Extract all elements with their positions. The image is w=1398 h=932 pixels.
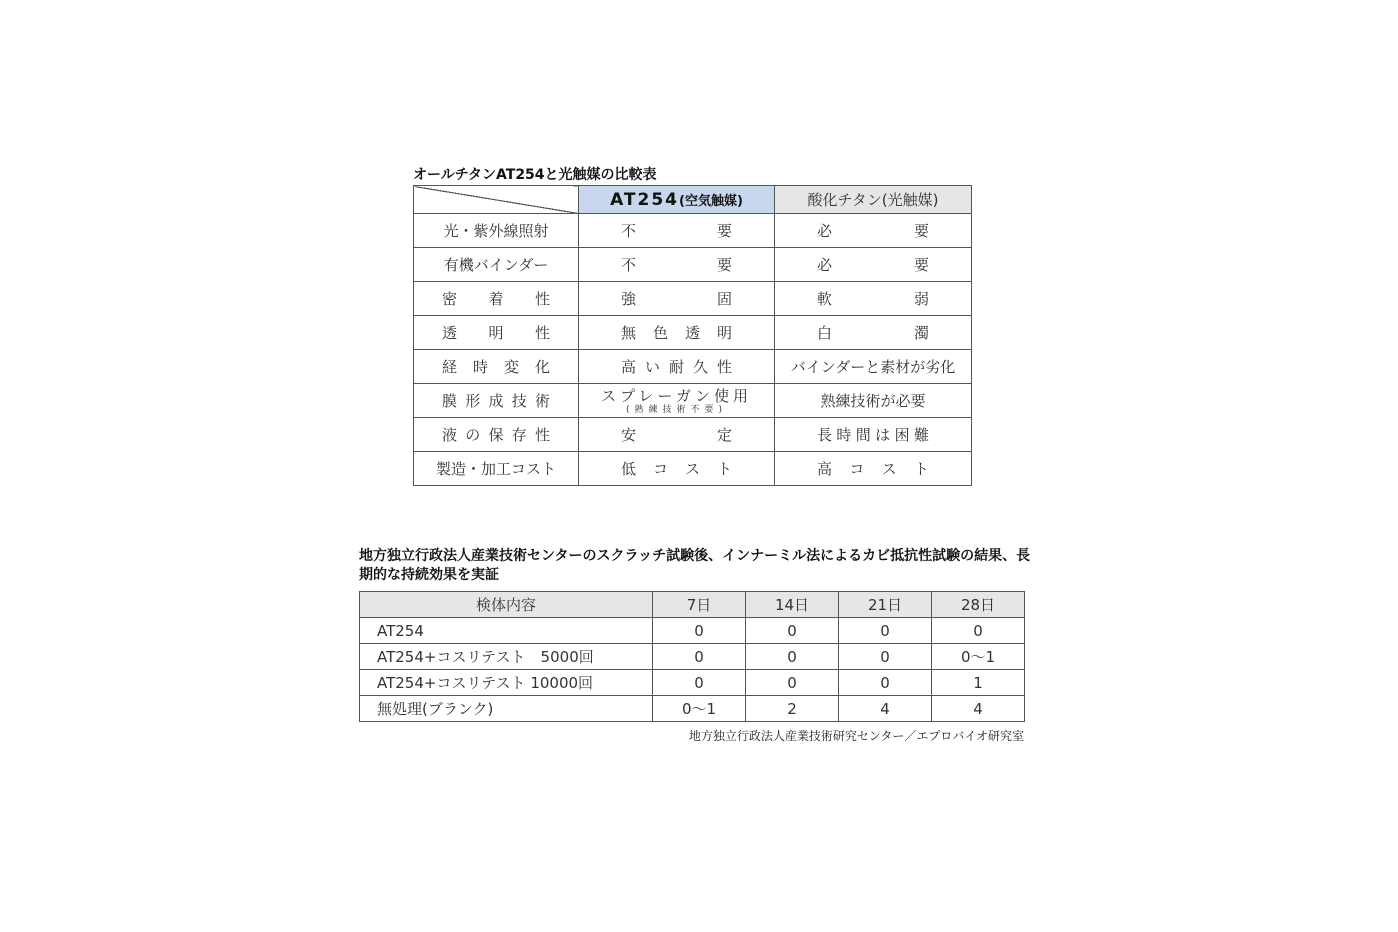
mold-value-cell: 0: [839, 670, 932, 696]
cell-text: [579, 288, 774, 309]
comparison-row: [414, 214, 972, 248]
cell-glyph: 変: [503, 358, 519, 376]
comparison-row: [414, 384, 972, 418]
cell-glyph: 高: [817, 460, 833, 478]
mold-test-title: 地方独立行政法人産業技術センターのスクラッチ試験後、インナーミル法によるカビ抵抗性試験の結果、長期的な持続効果を実証: [359, 548, 1031, 583]
cell-text: [775, 356, 971, 377]
cell-text: [414, 220, 578, 241]
titanium-value-cell: [775, 350, 972, 384]
mold-header-row: [360, 592, 1025, 618]
row-label-cell: [414, 282, 579, 316]
cell-glyph: 強: [621, 290, 637, 308]
mold-value-cell: 4: [932, 696, 1025, 722]
cell-glyph: 軟: [817, 290, 833, 308]
cell-text: [414, 356, 578, 377]
mold-row: [360, 670, 1025, 696]
cell-text: [414, 288, 578, 309]
cell-glyph: 膜: [442, 392, 458, 410]
mold-value-cell: 0: [932, 618, 1025, 644]
cell-glyph: 光・紫外線照射: [443, 222, 549, 240]
cell-glyph: い: [644, 358, 660, 376]
mold-value-cell: 0: [653, 618, 746, 644]
row-label-cell: [414, 384, 579, 418]
cell-text: [414, 458, 578, 479]
mold-row: [360, 618, 1025, 644]
at254-value-cell: [579, 214, 775, 248]
cell-glyph: 明: [716, 324, 732, 342]
row-label-cell: [414, 350, 579, 384]
header-at254-sub: (空気触媒): [679, 193, 743, 209]
cell-text: [414, 424, 578, 445]
comparison-table: [413, 185, 972, 486]
cell-glyph: 弱: [913, 290, 929, 308]
row-label-cell: [414, 248, 579, 282]
at254-value-cell: [579, 248, 775, 282]
cell-glyph: 不: [621, 222, 637, 240]
cell-text: [775, 322, 971, 343]
cell-text: [414, 254, 578, 275]
titanium-value-cell: [775, 384, 972, 418]
cell-text: [579, 254, 774, 275]
mold-sample-cell: AT254: [360, 618, 653, 644]
cell-glyph: の: [465, 426, 481, 444]
cell-glyph: 有機バインダー: [443, 256, 549, 274]
at254-value-main: スプレーガン使用: [600, 386, 753, 405]
cell-text: [775, 424, 971, 445]
mold-value-cell: 0: [653, 670, 746, 696]
cell-glyph: 成: [488, 392, 504, 410]
cell-glyph: 明: [488, 324, 504, 342]
cell-glyph: 液: [442, 426, 458, 444]
cell-text: [775, 220, 971, 241]
mold-value-cell: 0: [746, 644, 839, 670]
cell-glyph: 保: [488, 426, 504, 444]
cell-text: [579, 322, 774, 343]
comparison-header-row: [414, 186, 972, 214]
cell-glyph: 無: [621, 324, 637, 342]
cell-glyph: ス: [881, 460, 897, 478]
cell-glyph: 化: [534, 358, 550, 376]
mold-row: [360, 644, 1025, 670]
mold-sample-cell: AT254+コスリテスト 5000回: [360, 644, 653, 670]
cell-glyph: 要: [716, 222, 732, 240]
comparison-row: [414, 316, 972, 350]
cell-glyph: 必: [817, 222, 833, 240]
cell-glyph: 必: [817, 256, 833, 274]
cell-glyph: 間: [855, 426, 871, 444]
titanium-value-cell: [775, 316, 972, 350]
mold-sample-cell: AT254+コスリテスト 10000回: [360, 670, 653, 696]
cell-glyph: 着: [488, 290, 504, 308]
cell-glyph: 熟練技術が必要: [820, 392, 926, 410]
cell-glyph: 透: [442, 324, 458, 342]
mold-value-cell: 0: [746, 618, 839, 644]
cell-glyph: ス: [684, 460, 700, 478]
source-credit: 地方独立行政法人産業技術研究センター／エプロバイオ研究室: [688, 729, 1024, 743]
mold-value-cell: 0: [839, 644, 932, 670]
cell-glyph: 時: [472, 358, 488, 376]
cell-glyph: 性: [534, 290, 550, 308]
cell-glyph: 性: [716, 358, 732, 376]
comparison-row: [414, 282, 972, 316]
cell-glyph: 密: [442, 290, 458, 308]
mold-row: [360, 696, 1025, 722]
cell-text: [775, 458, 971, 479]
row-label-cell: [414, 418, 579, 452]
mold-value-cell: 4: [839, 696, 932, 722]
cell-glyph: コ: [849, 460, 865, 478]
cell-glyph: 要: [913, 222, 929, 240]
cell-glyph: コ: [652, 460, 668, 478]
cell-glyph: 製造・加工コスト: [435, 460, 556, 478]
cell-glyph: ト: [913, 460, 929, 478]
titanium-value-cell: [775, 452, 972, 486]
at254-value-cell: [579, 316, 775, 350]
mold-value-cell: 1: [932, 670, 1025, 696]
cell-glyph: 長: [817, 426, 833, 444]
cell-text: [579, 356, 774, 377]
comparison-row: [414, 350, 972, 384]
cell-text: [775, 288, 971, 309]
mold-col-header: 7日: [653, 592, 746, 618]
comparison-title: オールチタンAT254と光触媒の比較表: [413, 167, 657, 183]
cell-glyph: 色: [652, 324, 668, 342]
comparison-row: [414, 452, 972, 486]
cell-text: [579, 458, 774, 479]
header-at254: [579, 186, 775, 214]
titanium-value-cell: [775, 248, 972, 282]
at254-value-sub: (熟練技術不要): [625, 404, 728, 415]
cell-glyph: 安: [621, 426, 637, 444]
cell-glyph: は: [875, 426, 891, 444]
cell-glyph: 定: [716, 426, 732, 444]
cell-glyph: 術: [534, 392, 550, 410]
mold-col-header: 28日: [932, 592, 1025, 618]
mold-value-cell: 2: [746, 696, 839, 722]
at254-value-cell: [579, 350, 775, 384]
mold-value-cell: 0: [653, 644, 746, 670]
header-at254-name: AT254: [610, 189, 680, 210]
mold-value-cell: 0: [746, 670, 839, 696]
cell-glyph: 形: [465, 392, 481, 410]
titanium-value-cell: [775, 418, 972, 452]
cell-glyph: 時: [836, 426, 852, 444]
cell-glyph: バインダーと素材が劣化: [790, 358, 956, 376]
cell-glyph: 技: [511, 392, 527, 410]
titanium-value-cell: [775, 282, 972, 316]
mold-sample-cell: 無処理(ブランク): [360, 696, 653, 722]
cell-text: [775, 254, 971, 275]
cell-glyph: 固: [716, 290, 732, 308]
cell-glyph: ト: [716, 460, 732, 478]
cell-glyph: 白: [817, 324, 833, 342]
cell-glyph: 要: [913, 256, 929, 274]
cell-glyph: 性: [534, 426, 550, 444]
diagonal-header-cell: [414, 186, 579, 214]
cell-glyph: 透: [684, 324, 700, 342]
mold-value-cell: 0〜1: [653, 696, 746, 722]
cell-glyph: 経: [442, 358, 458, 376]
cell-glyph: 存: [511, 426, 527, 444]
row-label-cell: [414, 214, 579, 248]
row-label-cell: [414, 452, 579, 486]
cell-text: [775, 390, 971, 411]
mold-value-cell: 0〜1: [932, 644, 1025, 670]
cell-text: [414, 322, 578, 343]
titanium-value-cell: [775, 214, 972, 248]
cell-text: [579, 424, 774, 445]
cell-glyph: 不: [621, 256, 637, 274]
comparison-row: [414, 248, 972, 282]
cell-glyph: 久: [692, 358, 708, 376]
mold-col-header: 21日: [839, 592, 932, 618]
at254-value-cell: [579, 384, 775, 418]
mold-value-cell: 0: [839, 618, 932, 644]
cell-glyph: 耐: [668, 358, 684, 376]
cell-glyph: 要: [716, 256, 732, 274]
header-titanium: 酸化チタン(光触媒): [775, 186, 972, 214]
cell-glyph: 高: [621, 358, 637, 376]
mold-col-header: 14日: [746, 592, 839, 618]
mold-test-table: [359, 591, 1025, 722]
at254-value-cell: [579, 418, 775, 452]
cell-glyph: 困: [894, 426, 910, 444]
cell-glyph: 性: [534, 324, 550, 342]
mold-col-header: 検体内容: [360, 592, 653, 618]
cell-text: [579, 220, 774, 241]
at254-value-cell: [579, 452, 775, 486]
row-label-cell: [414, 316, 579, 350]
at254-value-cell: [579, 282, 775, 316]
cell-glyph: 低: [621, 460, 637, 478]
cell-glyph: 濁: [913, 324, 929, 342]
cell-text: [414, 390, 578, 411]
comparison-row: [414, 418, 972, 452]
cell-glyph: 難: [913, 426, 929, 444]
